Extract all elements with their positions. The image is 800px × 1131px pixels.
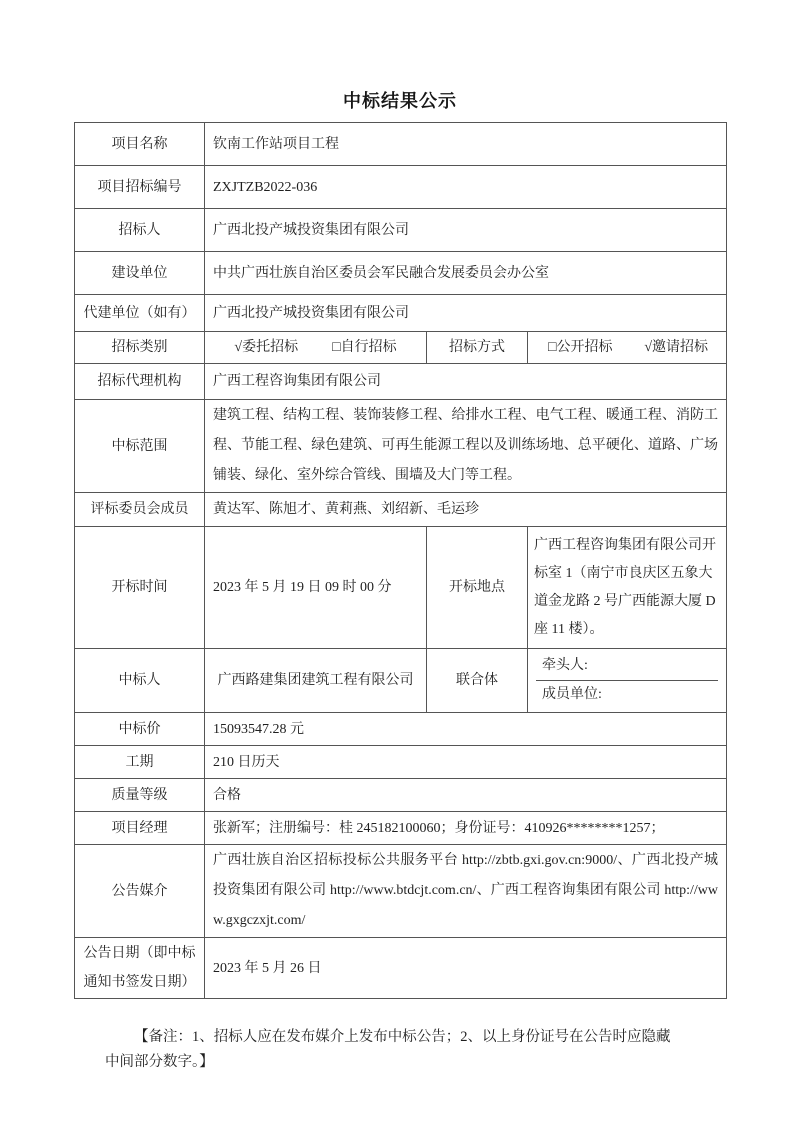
table-row xyxy=(75,779,727,812)
table-row xyxy=(75,400,727,493)
table-row xyxy=(75,166,727,209)
quality-grade-value: 合格 xyxy=(205,779,727,812)
consortium-member-label: 成员单位: xyxy=(536,680,718,709)
checkbox-open-tender: □公开招标 xyxy=(548,340,613,355)
construction-unit-label: 建设单位 xyxy=(75,252,205,295)
tender-number-value: ZXJTZB2022-036 xyxy=(205,166,727,209)
agent-unit-label: 代建单位（如有） xyxy=(75,295,205,332)
table-row xyxy=(75,746,727,779)
tenderer-value: 广西北投产城投资集团有限公司 xyxy=(205,209,727,252)
winner-label: 中标人 xyxy=(75,649,205,713)
project-manager-value: 张新军；注册编号：桂 245182100060；身份证号：410926********1257； xyxy=(205,812,727,845)
project-name-value: 钦南工作站项目工程 xyxy=(205,123,727,166)
tenderer-label: 招标人 xyxy=(75,209,205,252)
announcement-media-label: 公告媒介 xyxy=(75,845,205,938)
table-row xyxy=(75,209,727,252)
announcement-media-value: 广西壮族自治区招标投标公共服务平台 http://zbtb.gxi.gov.cn:9000/、广西北投产城投资集团有限公司 http://www.btdcjt.com.cn/、广西工程咨询集团有限公司 http://www.gxgczxjt.com/ xyxy=(205,845,727,938)
agency-value: 广西工程咨询集团有限公司 xyxy=(205,364,727,400)
agency-label: 招标代理机构 xyxy=(75,364,205,400)
checkbox-self-tender: □自行招标 xyxy=(332,340,397,355)
bid-opening-place-label: 开标地点 xyxy=(427,527,528,649)
tender-method-label: 招标方式 xyxy=(427,332,528,364)
table-row xyxy=(75,845,727,938)
winner-value: 广西路建集团建筑工程有限公司 xyxy=(205,649,427,713)
announcement-date-label: 公告日期（即中标通知书签发日期） xyxy=(75,938,205,999)
table-row xyxy=(75,713,727,746)
bid-result-table xyxy=(74,122,727,999)
announcement-date-value: 2023 年 5 月 26 日 xyxy=(205,938,727,999)
consortium-cell xyxy=(528,649,727,713)
bid-price-label: 中标价 xyxy=(75,713,205,746)
checkbox-invited-tender: √邀请招标 xyxy=(644,340,709,355)
table-row xyxy=(75,252,727,295)
project-name-label: 项目名称 xyxy=(75,123,205,166)
bid-opening-place-value: 广西工程咨询集团有限公司开标室 1（南宁市良庆区五象大道金龙路 2 号广西能源大厦 D 座 11 楼）。 xyxy=(528,527,727,649)
table-row xyxy=(75,123,727,166)
remark-note: 【备注：1、招标人应在发布媒介上发布中标公告；2、以上身份证号在公告时应隐藏中间部分数字。】 xyxy=(105,1029,671,1070)
scope-value: 建筑工程、结构工程、装饰装修工程、给排水工程、电气工程、暖通工程、消防工程、节能工程、绿色建筑、可再生能源工程以及训练场地、总平硬化、道路、广场铺装、绿化、室外综合管线、围墙及大门等工程。 xyxy=(205,400,727,493)
checkbox-delegated-tender: √委托招标 xyxy=(234,340,299,355)
tender-category-options xyxy=(205,332,427,364)
committee-value: 黄达军、陈旭才、黄莉燕、刘绍新、毛运珍 xyxy=(205,493,727,527)
table-row xyxy=(75,364,727,400)
table-row xyxy=(75,649,727,713)
quality-grade-label: 质量等级 xyxy=(75,779,205,812)
duration-value: 210 日历天 xyxy=(205,746,727,779)
table-row xyxy=(75,527,727,649)
scope-label: 中标范围 xyxy=(75,400,205,493)
table-row xyxy=(75,493,727,527)
construction-unit-value: 中共广西壮族自治区委员会军民融合发展委员会办公室 xyxy=(205,252,727,295)
tender-category-label: 招标类别 xyxy=(75,332,205,364)
consortium-label: 联合体 xyxy=(427,649,528,713)
tender-method-options xyxy=(528,332,727,364)
duration-label: 工期 xyxy=(75,746,205,779)
table-row xyxy=(75,812,727,845)
bid-opening-time-value: 2023 年 5 月 19 日 09 时 00 分 xyxy=(205,527,427,649)
agent-unit-value: 广西北投产城投资集团有限公司 xyxy=(205,295,727,332)
table-row xyxy=(75,295,727,332)
committee-label: 评标委员会成员 xyxy=(75,493,205,527)
table-row xyxy=(75,332,727,364)
table-row xyxy=(75,938,727,999)
bid-price-value: 15093547.28 元 xyxy=(205,713,727,746)
page-title: 中标结果公示 xyxy=(343,91,457,111)
consortium-leader-label: 牵头人: xyxy=(542,658,588,673)
tender-number-label: 项目招标编号 xyxy=(75,166,205,209)
bid-opening-time-label: 开标时间 xyxy=(75,527,205,649)
project-manager-label: 项目经理 xyxy=(75,812,205,845)
